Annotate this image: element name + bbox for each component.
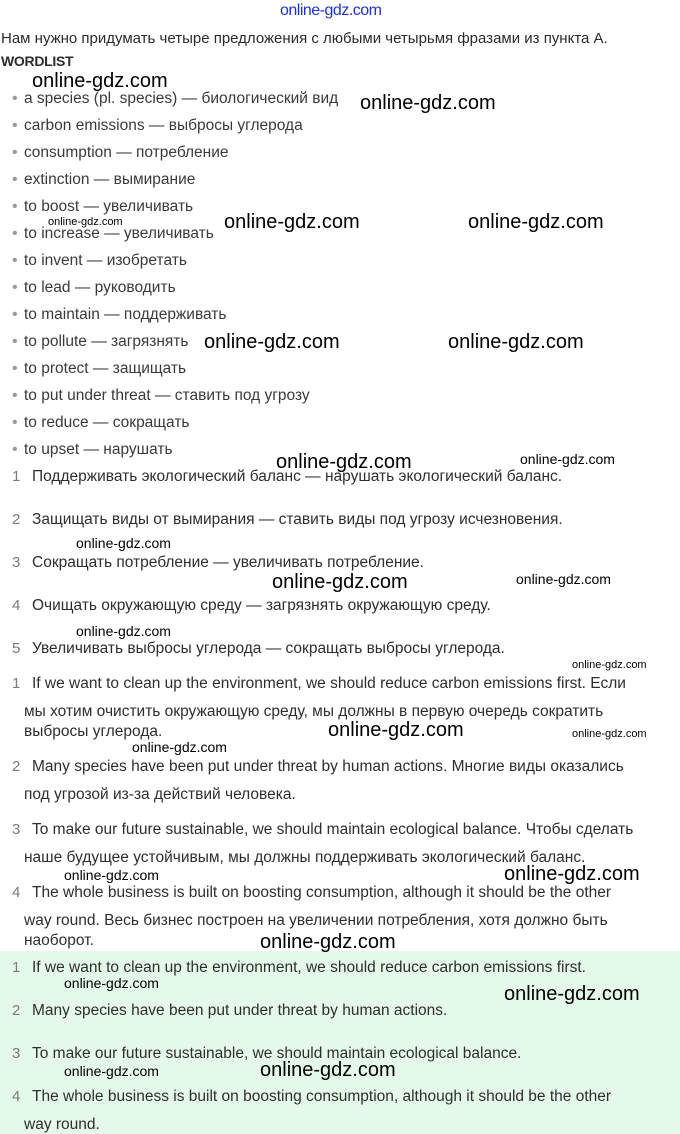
watermark-text: online-gdz.com	[64, 975, 159, 991]
watermark-text: online-gdz.com	[76, 535, 171, 551]
bullet-dot: •	[12, 387, 18, 404]
wordlist-item: to upset — нарушать	[24, 441, 173, 458]
watermark-text: online-gdz.com	[572, 659, 647, 671]
sentence-line: way round. Весь бизнес построен на увеличении потребления, хотя должно быть	[24, 912, 608, 929]
wordlist-item: consumption — потребление	[24, 144, 229, 161]
wordlist-item: to maintain — поддерживать	[24, 306, 227, 323]
wordlist-title: WORDLIST	[1, 53, 74, 69]
wordlist-item: to pollute — загрязнять	[24, 333, 189, 350]
item-number: 2	[12, 758, 21, 775]
answer-line: To make our future sustainable, we should maintain ecological balance.	[32, 1045, 522, 1062]
watermark-text: online-gdz.com	[64, 867, 159, 883]
answer-line: way round.	[24, 1116, 100, 1133]
wordlist-item: carbon emissions — выбросы углерода	[24, 117, 303, 134]
watermark-text: online-gdz.com	[64, 1063, 159, 1079]
wordlist-item: to increase — увеличивать	[24, 225, 214, 242]
item-number: 2	[12, 1002, 21, 1019]
wordlist-item: to protect — защищать	[24, 360, 187, 377]
wordlist-item: to put under threat — ставить под угрозу	[24, 387, 310, 404]
sentence-line: мы хотим очистить окружающую среду, мы должны в первую очередь сократить	[24, 703, 604, 720]
watermark-text: online-gdz.com	[32, 70, 168, 92]
sentence-line: под угрозой из-за действий человека.	[24, 786, 296, 803]
item-number: 3	[12, 821, 21, 838]
site-label[interactable]: online-gdz.com	[280, 2, 382, 19]
pair-sentence: Очищать окружающую среду — загрязнять окружающую среду.	[32, 597, 491, 614]
wordlist-item: a species (pl. species) — биологический вид	[24, 90, 339, 107]
bullet-dot: •	[12, 306, 18, 323]
watermark-text: online-gdz.com	[204, 331, 340, 353]
bullet-dot: •	[12, 252, 18, 269]
bullet-dot: •	[12, 225, 18, 242]
bullet-dot: •	[12, 171, 18, 188]
answer-line: If we want to clean up the environment, we should reduce carbon emissions first.	[32, 959, 586, 976]
intro-text: Нам нужно придумать четыре предложения с любыми четырьмя фразами из пункта А.	[1, 30, 608, 47]
sentence-line: наоборот.	[24, 932, 94, 949]
watermark-text: online-gdz.com	[272, 571, 408, 593]
watermark-text: online-gdz.com	[516, 571, 611, 587]
watermark-text: online-gdz.com	[572, 728, 647, 740]
bullet-dot: •	[12, 360, 18, 377]
item-number: 4	[12, 597, 21, 614]
bullet-dot: •	[12, 333, 18, 350]
bullet-dot: •	[12, 144, 18, 161]
watermark-text: online-gdz.com	[276, 451, 412, 473]
wordlist-item: extinction — вымирание	[24, 171, 196, 188]
pair-sentence: Увеличивать выбросы углерода — сокращать выбросы углерода.	[32, 640, 505, 657]
item-number: 1	[12, 675, 21, 692]
watermark-text: online-gdz.com	[76, 623, 171, 639]
bullet-dot: •	[12, 117, 18, 134]
bullet-dot: •	[12, 414, 18, 431]
bullet-dot: •	[12, 90, 18, 107]
watermark-text: online-gdz.com	[504, 863, 640, 885]
watermark-text: online-gdz.com	[468, 211, 604, 233]
item-number: 4	[12, 884, 21, 901]
item-number: 3	[12, 554, 21, 571]
watermark-text: online-gdz.com	[504, 983, 640, 1005]
sentence-line: Many species have been put under threat by human actions. Многие виды оказались	[32, 758, 624, 775]
item-number: 1	[12, 959, 21, 976]
wordlist-item: to boost — увеличивать	[24, 198, 194, 215]
sentence-line: наше будущее устойчивым, мы должны поддерживать экологический баланс.	[24, 849, 586, 866]
bullet-dot: •	[12, 198, 18, 215]
sentence-line: выбросы углерода.	[24, 723, 163, 740]
bullet-dot: •	[12, 441, 18, 458]
item-number: 2	[12, 511, 21, 528]
pair-sentence: Сокращать потребление — увеличивать потребление.	[32, 554, 424, 571]
pair-sentence: Защищать виды от вымирания — ставить виды под угрозу исчезновения.	[32, 511, 563, 528]
sentence-line: The whole business is built on boosting consumption, although it should be the other	[32, 884, 612, 901]
watermark-text: online-gdz.com	[328, 719, 464, 741]
wordlist-item: to lead — руководить	[24, 279, 176, 296]
sentence-line: To make our future sustainable, we should maintain ecological balance. Чтобы сделать	[32, 821, 634, 838]
item-number: 1	[12, 468, 21, 485]
watermark-text: online-gdz.com	[448, 331, 584, 353]
item-number: 4	[12, 1088, 21, 1105]
watermark-text: online-gdz.com	[224, 211, 360, 233]
watermark-text: online-gdz.com	[260, 931, 396, 953]
watermark-text: online-gdz.com	[520, 451, 615, 467]
sentence-line: If we want to clean up the environment, we should reduce carbon emissions first. Если	[32, 675, 626, 692]
watermark-text: online-gdz.com	[48, 216, 123, 228]
item-number: 5	[12, 640, 21, 657]
item-number: 3	[12, 1045, 21, 1062]
wordlist-item: to reduce — сокращать	[24, 414, 190, 431]
pair-sentence: Поддерживать экологический баланс — нарушать экологический баланс.	[32, 468, 563, 485]
watermark-text: online-gdz.com	[360, 92, 496, 114]
answer-line: The whole business is built on boosting consumption, although it should be the other	[32, 1088, 612, 1105]
watermark-text: online-gdz.com	[260, 1059, 396, 1081]
wordlist-item: to invent — изобретать	[24, 252, 187, 269]
bullet-dot: •	[12, 279, 18, 296]
watermark-text: online-gdz.com	[132, 739, 227, 755]
answer-line: Many species have been put under threat by human actions.	[32, 1002, 448, 1019]
